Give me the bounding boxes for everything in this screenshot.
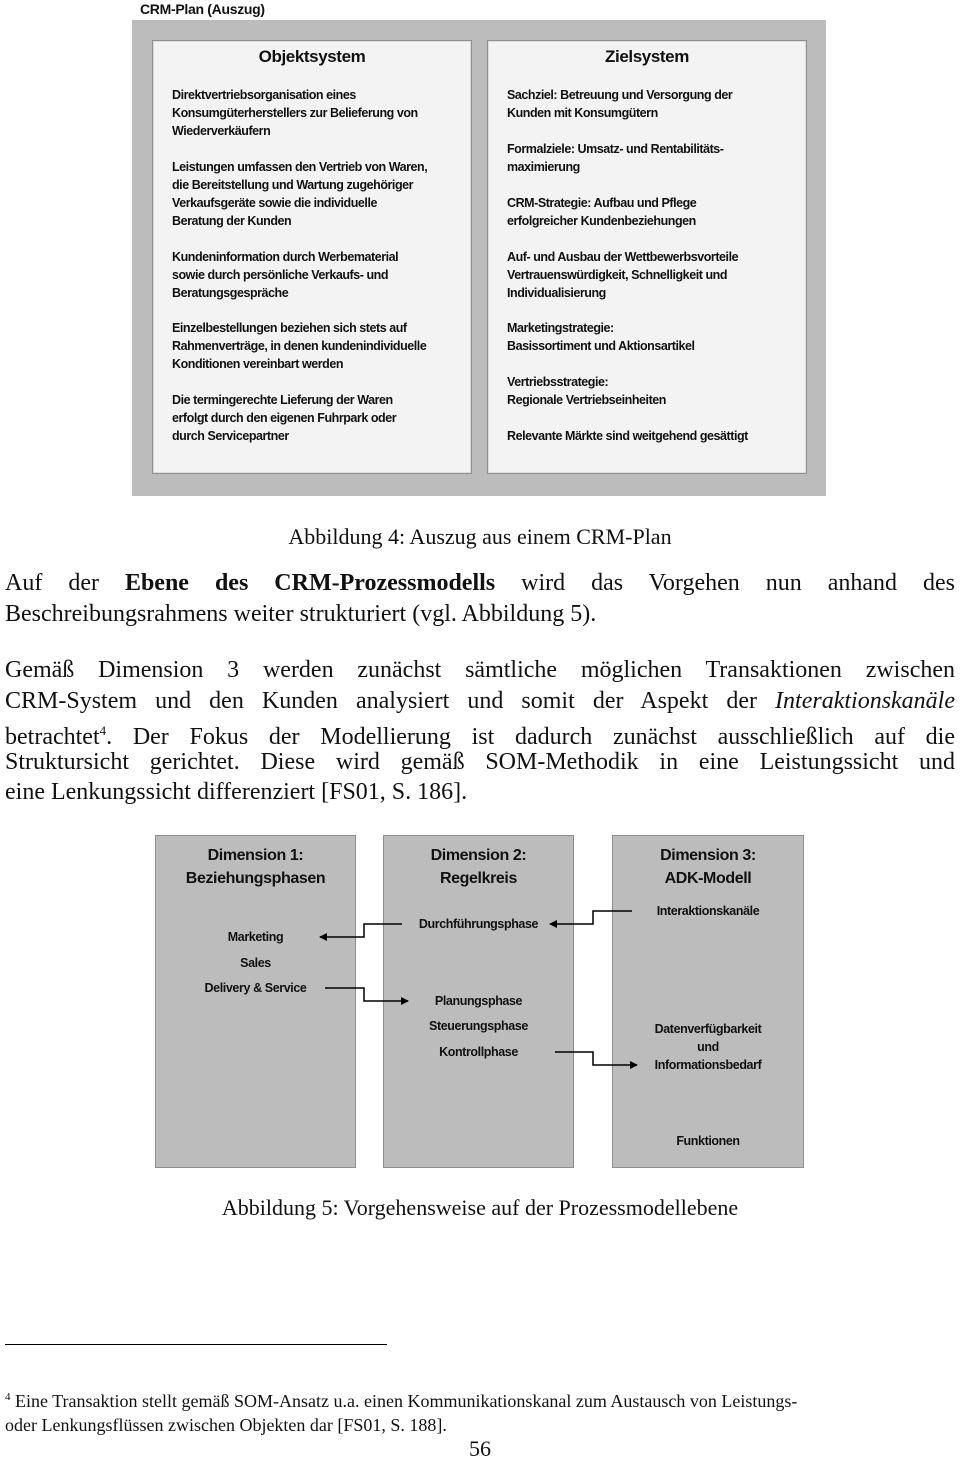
text-line: Beziehungsphasen [185, 870, 326, 887]
text-line: Beratung der Kunden [172, 214, 292, 228]
text-line: oder Lenkungsflüssen zwischen Objekten dar [FS01, S. 188]. [5, 1415, 447, 1435]
text-line: Vertriebsstrategie: [507, 375, 609, 389]
steuerungsphase: Steuerungsphase [429, 1019, 528, 1033]
interaktionskanaele: Interaktionskanäle [656, 904, 760, 918]
text-line: Direktvertriebsorganisation eines [172, 88, 356, 102]
figure-4-title: CRM-Plan (Auszug) [140, 1, 265, 17]
text-line: Auf- und Ausbau der Wettbewerbsvorteile [507, 250, 739, 264]
text-line: Einzelbestellungen beziehen sich stets auf [172, 321, 407, 335]
text-line: Relevante Märkte sind weitgehend gesättigt [507, 429, 748, 443]
text-line: Gemäß Dimension 3 werden zunächst sämtliche möglichen Transaktionen zwischen [5, 657, 955, 683]
text: Auf der [5, 570, 125, 596]
text-line: Vertrauenswürdigkeit, Schnelligkeit und [507, 268, 728, 282]
footnote-ref[interactable]: 4 [99, 723, 107, 738]
text-line: Dimension 2: [430, 847, 527, 864]
text-line: Beratungsgespräche [172, 286, 289, 300]
text-line: ADK-Modell [664, 870, 752, 887]
figure-4-caption: Abbildung 4: Auszug aus einem CRM-Plan [288, 524, 672, 549]
phase-delivery-service: Delivery & Service [204, 981, 307, 995]
footnote [5, 1385, 950, 1437]
text-line: Konditionen vereinbart werden [172, 357, 344, 371]
footnote-divider [5, 1344, 387, 1345]
text-line: Die termingerechte Lieferung der Waren [172, 393, 393, 407]
text-line: CRM-Strategie: Aufbau und Pflege [507, 196, 697, 210]
text: betrachtet [5, 724, 100, 750]
text: Eine Transaktion stellt gemäß SOM-Ansatz u.a. einen Kommunikationskanal zum Austausch von Leistungs- [10, 1391, 798, 1411]
italic-term: Interaktionskanäle [775, 687, 955, 714]
informationsbedarf: Informationsbedarf [654, 1058, 762, 1072]
text-line: Sachziel: Betreuung und Versorgung der [507, 88, 733, 102]
text-line: die Bereitstellung und Wartung zugehöriger [172, 178, 414, 192]
phase-sales: Sales [240, 956, 271, 970]
funktionen: Funktionen [676, 1134, 740, 1148]
text: CRM-System und den Kunden analysiert und somit der Aspekt der [5, 687, 776, 714]
text-line: Struktursicht gerichtet. Diese wird gemäß SOM-Methodik in eine Leistungssicht und [5, 748, 955, 775]
arrow-delivery-to-planung [325, 988, 408, 1001]
text-line: Regelkreis [440, 870, 517, 887]
text-line: Leistungen umfassen den Vertrieb von Waren, [172, 160, 428, 174]
text-line: Dimension 3: [660, 847, 756, 864]
phase-marketing: Marketing [227, 930, 284, 944]
durchfuehrungsphase: Durchführungsphase [418, 917, 539, 931]
bold-term: Ebene des CRM-Prozessmodells [124, 570, 496, 596]
text-line: Wiederverkäufern [172, 124, 271, 138]
und: und [697, 1040, 719, 1054]
text-line: Rahmenverträge, in denen kundenindividuelle [172, 339, 427, 353]
text-line: Individualisierung [507, 286, 606, 300]
objektsystem-heading: Objektsystem [258, 47, 366, 66]
text-line: eine Lenkungssicht differenziert [FS01, S. 186]. [5, 779, 468, 805]
zielsystem-heading: Zielsystem [605, 47, 689, 66]
text-line: Formalziele: Umsatz- und Rentabilitäts- [507, 142, 724, 156]
arrow-kontroll-to-daten [555, 1052, 637, 1065]
arrow-durchfuehrung-to-marketing [320, 924, 402, 937]
text-line: erfolgreicher Kundenbeziehungen [507, 214, 696, 228]
text-line: Beschreibungsrahmens weiter strukturiert (vgl. Abbildung 5). [5, 600, 597, 627]
text-line: durch Servicepartner [172, 429, 289, 443]
text-line: Marketingstrategie: [507, 321, 614, 335]
arrow-interaktion-to-durchfuehrung [550, 911, 632, 924]
text-line: sowie durch persönliche Verkaufs- und [172, 268, 389, 282]
text-line: maximierung [507, 160, 580, 174]
text-line: Dimension 1: [207, 847, 304, 864]
text-line: Kunden mit Konsumgütern [507, 106, 658, 120]
text-line: Konsumgüterherstellers zur Belieferung von [172, 106, 418, 120]
text-line: Verkaufsgeräte sowie die individuelle [172, 196, 377, 210]
figure-5-caption: Abbildung 5: Vorgehensweise auf der Prozessmodellebene [221, 1195, 739, 1220]
text: wird das Vorgehen nun anhand des [495, 570, 956, 596]
text-line: Kundeninformation durch Werbematerial [172, 250, 399, 264]
kontrollphase: Kontrollphase [439, 1045, 518, 1059]
footnote-number: 4 [5, 1391, 11, 1403]
page-number: 56 [469, 1436, 491, 1461]
text-line: Regionale Vertriebseinheiten [507, 393, 666, 407]
text-line: erfolgt durch den eigenen Fuhrpark oder [172, 411, 397, 425]
datenverfuegbarkeit: Datenverfügbarkeit [654, 1022, 762, 1036]
text: . Der Fokus der Modellierung ist dadurch zunächst ausschließlich auf die [106, 724, 955, 750]
planungsphase: Planungsphase [434, 994, 523, 1008]
text-line: Basissortiment und Aktionsartikel [507, 339, 695, 353]
